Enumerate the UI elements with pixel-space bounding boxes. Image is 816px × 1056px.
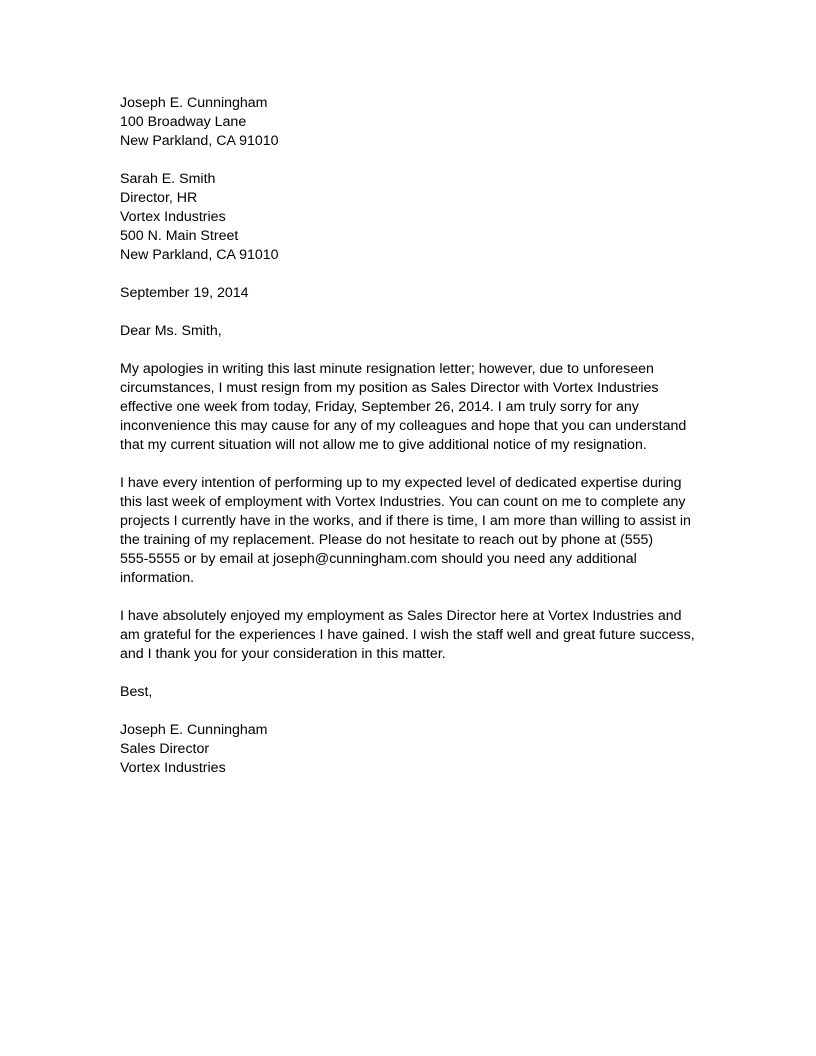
paragraph-line: inconvenience this may cause for any of my colleagues and hope that you can understand [120, 418, 687, 434]
recipient-street: 500 N. Main Street [120, 228, 239, 244]
paragraph-line: projects I currently have in the works, and if there is time, I am more than willing to assist in [120, 513, 691, 529]
paragraph-line: I have every intention of performing up to my expected level of dedicated expertise during [120, 475, 682, 491]
signature-title: Sales Director [120, 741, 210, 757]
paragraph-line: am grateful for the experiences I have gained. I wish the staff well and great future success, [120, 627, 695, 643]
paragraph-line: 555-5555 or by email at joseph@cunningham.com should you need any additional [120, 551, 637, 567]
closing: Best, [120, 684, 153, 700]
recipient-city: New Parkland, CA 91010 [120, 247, 279, 263]
recipient-name: Sarah E. Smith [120, 171, 216, 187]
spacer [120, 341, 700, 360]
body-paragraph-3 [120, 607, 700, 664]
resignation-letter [120, 94, 700, 778]
paragraph-line: effective one week from today, Friday, September 26, 2014. I am truly sorry for any [120, 399, 639, 415]
paragraph-line: and I thank you for your consideration in this matter. [120, 646, 446, 662]
paragraph-line: circumstances, I must resign from my position as Sales Director with Vortex Industries [120, 380, 659, 396]
sender-city: New Parkland, CA 91010 [120, 133, 279, 149]
spacer [120, 588, 700, 607]
paragraph-line: My apologies in writing this last minute resignation letter; however, due to unforeseen [120, 361, 654, 377]
spacer [120, 303, 700, 322]
body-paragraph-1 [120, 360, 700, 455]
sender-name: Joseph E. Cunningham [120, 95, 268, 111]
spacer [120, 455, 700, 474]
paragraph-line: the training of my replacement. Please do not hesitate to reach out by phone at (555) [120, 532, 654, 548]
spacer [120, 702, 700, 721]
body-paragraph-2 [120, 474, 700, 588]
sender-street: 100 Broadway Lane [120, 114, 247, 130]
spacer [120, 265, 700, 284]
letter-date: September 19, 2014 [120, 285, 249, 301]
recipient-title: Director, HR [120, 190, 198, 206]
signature-name: Joseph E. Cunningham [120, 722, 268, 738]
spacer [120, 151, 700, 170]
paragraph-line: this last week of employment with Vortex Industries. You can count on me to complete any [120, 494, 686, 510]
sender-address [120, 94, 700, 151]
signature-company: Vortex Industries [120, 760, 226, 776]
recipient-company: Vortex Industries [120, 209, 226, 225]
signature-block [120, 721, 700, 778]
recipient-address [120, 170, 700, 265]
paragraph-line: that my current situation will not allow me to give additional notice of my resignation. [120, 437, 647, 453]
spacer [120, 664, 700, 683]
paragraph-line: information. [120, 570, 195, 586]
paragraph-line: I have absolutely enjoyed my employment as Sales Director here at Vortex Industries and [120, 608, 682, 624]
salutation: Dear Ms. Smith, [120, 323, 222, 339]
